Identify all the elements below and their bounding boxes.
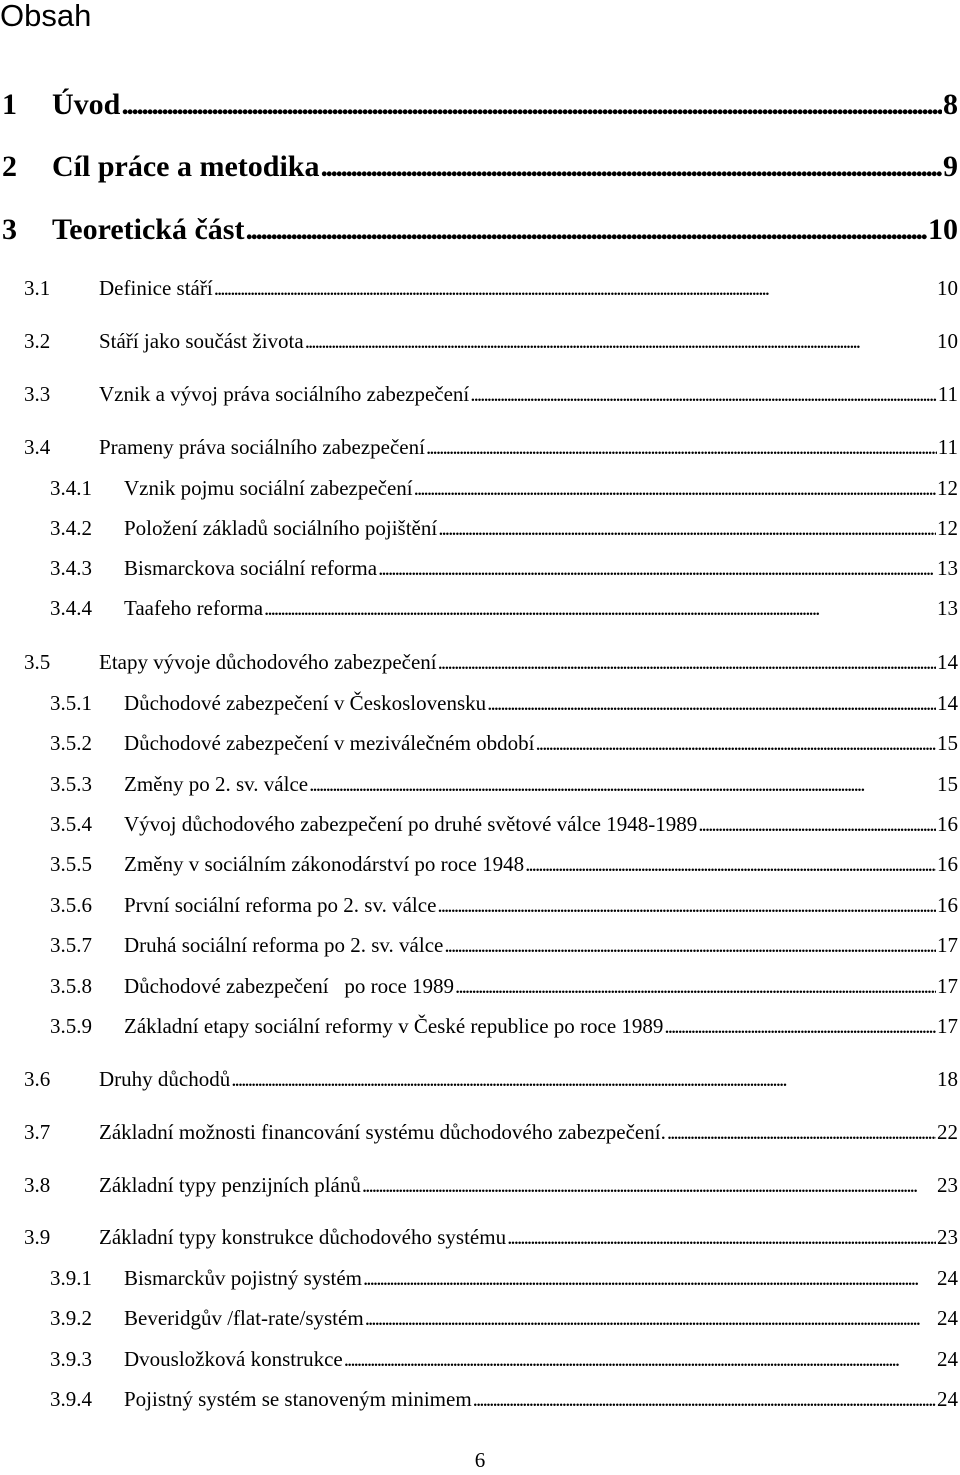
toc-leader <box>414 473 936 503</box>
toc-number: 1 <box>2 88 17 121</box>
toc-number: 3.4.3 <box>50 556 92 580</box>
toc-number: 3.9.2 <box>50 1306 92 1330</box>
toc-title: Základní možnosti financování systému důchodového zabezpečení. <box>99 1120 666 1144</box>
toc-number: 3.5.2 <box>50 731 92 755</box>
toc-number: 3.4.2 <box>50 516 92 540</box>
toc-title: Úvod <box>52 88 121 121</box>
toc-leader <box>378 553 936 583</box>
toc-leader <box>507 1222 936 1252</box>
toc-title: Bismarckův pojistný systém <box>124 1266 362 1290</box>
toc-title: První sociální reforma po 2. sv. válce <box>124 893 437 917</box>
toc-leader <box>231 1064 936 1094</box>
toc-leader <box>455 971 936 1001</box>
page-number: 6 <box>474 1448 486 1472</box>
toc-leader <box>444 930 936 960</box>
toc-leader <box>473 1384 936 1414</box>
toc-page: 10 <box>928 213 958 246</box>
toc-title: Teoretická část <box>52 213 245 246</box>
toc-number: 3.3 <box>24 382 51 406</box>
toc-leader <box>121 85 942 125</box>
toc-entry-3-5-1[interactable] <box>50 688 958 718</box>
toc-page: 24 <box>937 1387 958 1411</box>
toc-leader <box>487 688 936 718</box>
toc-page: 23 <box>937 1173 958 1197</box>
toc-entry-3-9-3[interactable] <box>50 1344 958 1374</box>
toc-entry-3-5-2[interactable] <box>50 728 958 758</box>
toc-title: Taafeho reforma <box>124 596 264 620</box>
toc-entry-3-5-5[interactable] <box>50 849 958 879</box>
toc-page: 16 <box>937 812 958 836</box>
toc-leader <box>667 1117 936 1147</box>
toc-page: 9 <box>943 150 958 183</box>
toc-page: 18 <box>937 1067 958 1091</box>
toc-leader <box>320 147 942 187</box>
toc-entry-3-9-1[interactable] <box>50 1263 958 1293</box>
toc-page: 16 <box>937 852 958 876</box>
toc-page: 11 <box>937 435 958 459</box>
toc-number: 3.2 <box>24 329 51 353</box>
toc-page: 24 <box>937 1266 958 1290</box>
toc-page: 15 <box>937 731 958 755</box>
toc-leader <box>305 326 936 356</box>
toc-entry-3-5-8[interactable] <box>50 971 958 1001</box>
toc-page: 11 <box>937 382 958 406</box>
toc-entry-3-5-7[interactable] <box>50 930 958 960</box>
toc-entry-3-5-4[interactable] <box>50 809 958 839</box>
toc-page: 17 <box>937 974 958 998</box>
toc-number: 3.4.1 <box>50 476 92 500</box>
toc-page: 23 <box>937 1225 958 1249</box>
toc-title: Pojistný systém se stanoveným minimem <box>124 1387 472 1411</box>
toc-title: Bismarckova sociální reforma <box>124 556 378 580</box>
toc-number: 3.5.8 <box>50 974 92 998</box>
toc-leader <box>362 1170 936 1200</box>
toc-entry-3-3[interactable] <box>24 379 958 409</box>
toc-number: 3.4 <box>24 435 51 459</box>
toc-title: Důchodové zabezpečení po roce 1989 <box>124 974 455 998</box>
toc-leader <box>264 593 936 623</box>
toc-entry-3-9[interactable] <box>24 1222 958 1252</box>
toc-leader <box>698 809 936 839</box>
toc-leader <box>309 769 936 799</box>
toc-number: 3.7 <box>24 1120 51 1144</box>
toc-page: 13 <box>937 556 958 580</box>
toc-leader <box>438 647 936 677</box>
toc-entry-3-4-3[interactable] <box>50 553 958 583</box>
toc-leader <box>470 379 937 409</box>
toc-title: Změny v sociálním zákonodárství po roce 1948 <box>124 852 525 876</box>
toc-leader <box>214 273 936 303</box>
toc-page: 13 <box>937 596 958 620</box>
toc-title: Druhy důchodů <box>99 1067 231 1091</box>
toc-number: 3 <box>2 213 17 246</box>
toc-number: 3.5 <box>24 650 51 674</box>
toc-number: 3.9.3 <box>50 1347 92 1371</box>
toc-leader <box>344 1344 936 1374</box>
toc-number: 3.5.6 <box>50 893 92 917</box>
toc-entry-3-9-4[interactable] <box>50 1384 958 1414</box>
toc-title: Změny po 2. sv. válce <box>124 772 309 796</box>
toc-page: 15 <box>937 772 958 796</box>
toc-number: 3.5.4 <box>50 812 92 836</box>
toc-page: 17 <box>937 933 958 957</box>
toc-number: 3.5.5 <box>50 852 92 876</box>
toc-entry-3-2[interactable] <box>24 326 958 356</box>
toc-entry-3-5-9[interactable] <box>50 1011 958 1041</box>
toc-entry-3[interactable] <box>0 210 958 250</box>
toc-leader <box>426 432 937 462</box>
toc-leader <box>664 1011 936 1041</box>
toc-leader <box>365 1303 936 1333</box>
toc-page: 14 <box>937 650 958 674</box>
toc-number: 3.5.3 <box>50 772 92 796</box>
toc-title: Cíl práce a metodika <box>52 150 320 183</box>
toc-title: Etapy vývoje důchodového zabezpečení <box>99 650 437 674</box>
toc-title: Důchodové zabezpečení v Československu <box>124 691 487 715</box>
toc-entry-1[interactable] <box>0 85 958 125</box>
toc-page: 22 <box>937 1120 958 1144</box>
toc-page: 12 <box>937 476 958 500</box>
toc-entry-3-4[interactable] <box>24 432 958 462</box>
toc-title: Dvousložková konstrukce <box>124 1347 343 1371</box>
toc-entry-3-1[interactable] <box>24 273 958 303</box>
toc-number: 3.5.9 <box>50 1014 92 1038</box>
toc-page: 24 <box>937 1306 958 1330</box>
toc-title: Základní typy konstrukce důchodového systému <box>99 1225 507 1249</box>
toc-page: 16 <box>937 893 958 917</box>
toc-page: 10 <box>937 329 958 353</box>
toc-number: 3.5.7 <box>50 933 92 957</box>
toc-leader <box>437 890 936 920</box>
toc-title: Druhá sociální reforma po 2. sv. válce <box>124 933 444 957</box>
toc-leader <box>363 1263 936 1293</box>
toc-entry-3-9-2[interactable] <box>50 1303 958 1333</box>
toc-entry-3-5-6[interactable] <box>50 890 958 920</box>
toc-leader <box>535 728 936 758</box>
toc-title: Základní typy penzijních plánů <box>99 1173 361 1197</box>
toc-leader <box>245 210 927 250</box>
toc-entry-3-4-4[interactable] <box>50 593 958 623</box>
toc-entry-3-5[interactable] <box>24 647 958 677</box>
toc-entry-3-5-3[interactable] <box>50 769 958 799</box>
toc-entry-2[interactable] <box>0 147 958 187</box>
toc-page: 8 <box>943 88 958 121</box>
toc-leader <box>438 513 936 543</box>
toc-title: Prameny práva sociálního zabezpečení <box>99 435 425 459</box>
toc-page: 24 <box>937 1347 958 1371</box>
toc-entry-3-4-1[interactable] <box>50 473 958 503</box>
toc-page: 12 <box>937 516 958 540</box>
toc-leader <box>525 849 936 879</box>
toc-title: Vývoj důchodového zabezpečení po druhé světové válce 1948-1989 <box>124 812 698 836</box>
toc-number: 2 <box>2 150 17 183</box>
toc-number: 3.8 <box>24 1173 51 1197</box>
toc-entry-3-7[interactable] <box>24 1117 958 1147</box>
toc-page: 10 <box>937 276 958 300</box>
toc-page: 17 <box>937 1014 958 1038</box>
toc-number: 3.9.4 <box>50 1387 92 1411</box>
toc-title: Základní etapy sociální reformy v České republice po roce 1989 <box>124 1014 664 1038</box>
page-title: Obsah <box>0 0 92 33</box>
toc-page: 14 <box>937 691 958 715</box>
toc-number: 3.9 <box>24 1225 51 1249</box>
toc-number: 3.9.1 <box>50 1266 92 1290</box>
toc-title: Beveridgův /flat-rate/systém <box>124 1306 364 1330</box>
toc-title: Definice stáří <box>99 276 213 300</box>
toc-title: Položení základů sociálního pojištění <box>124 516 438 540</box>
toc-title: Důchodové zabezpečení v meziválečném období <box>124 731 535 755</box>
toc-title: Vznik pojmu sociální zabezpečení <box>124 476 413 500</box>
toc-number: 3.1 <box>24 276 51 300</box>
toc-title: Stáří jako součást života <box>99 329 304 353</box>
toc-entry-3-6[interactable] <box>24 1064 958 1094</box>
toc-number: 3.6 <box>24 1067 51 1091</box>
toc-entry-3-4-2[interactable] <box>50 513 958 543</box>
toc-entry-3-8[interactable] <box>24 1170 958 1200</box>
toc-number: 3.4.4 <box>50 596 92 620</box>
toc-number: 3.5.1 <box>50 691 92 715</box>
toc-title: Vznik a vývoj práva sociálního zabezpečení <box>99 382 470 406</box>
